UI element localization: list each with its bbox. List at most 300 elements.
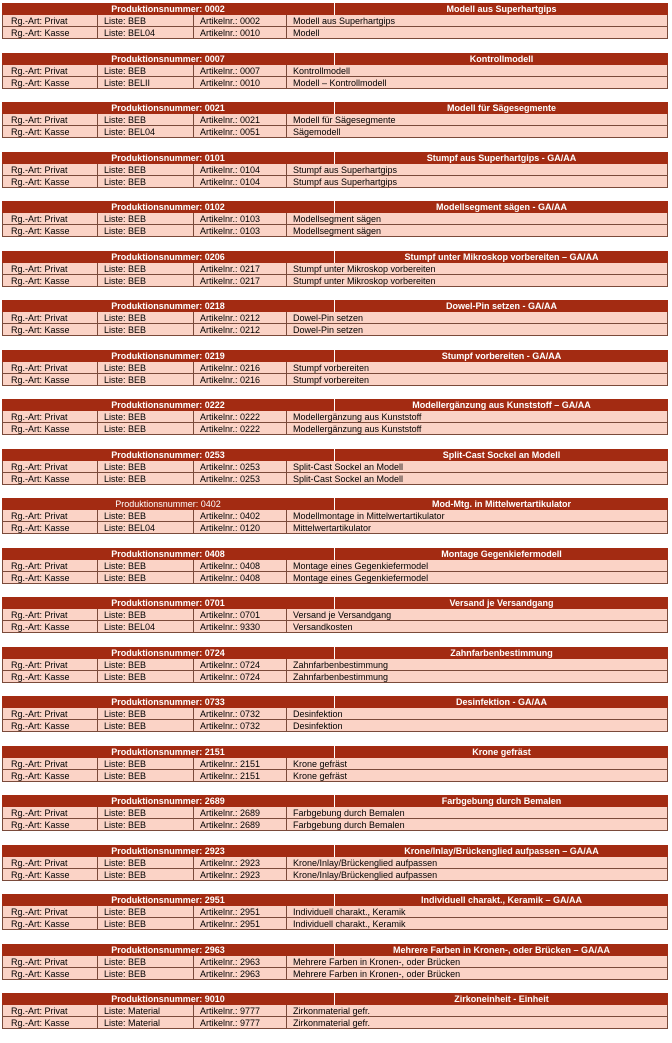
beschreibung-cell: Modell – Kontrollmodell (286, 77, 668, 88)
block-spacer (2, 188, 668, 202)
production-block (2, 152, 668, 202)
rechnungsart-cell: Rg.-Art: Kasse (2, 423, 97, 434)
production-number: Produktionsnummer: 2951 (2, 894, 335, 906)
artikelnummer-cell: Artikelnr.: 0051 (193, 126, 286, 137)
table-row (2, 126, 668, 138)
artikelnummer-cell: Artikelnr.: 2689 (193, 819, 286, 830)
block-title: Mehrere Farben in Kronen-, oder Brücken – GA/AA (392, 944, 611, 955)
rechnungsart-cell: Rg.-Art: Kasse (2, 621, 97, 632)
production-block (2, 3, 668, 53)
artikelnummer-cell: Artikelnr.: 0217 (193, 263, 286, 274)
artikelnummer-cell: Artikelnr.: 2923 (193, 857, 286, 868)
liste-cell: Liste: BEB (97, 572, 193, 583)
table-row (2, 324, 668, 336)
production-block (2, 498, 668, 548)
liste-cell: Liste: BEB (97, 560, 193, 571)
rechnungsart-cell: Rg.-Art: Kasse (2, 374, 97, 385)
rechnungsart-cell: Rg.-Art: Kasse (2, 324, 97, 335)
rechnungsart-cell: Rg.-Art: Privat (2, 1005, 97, 1016)
beschreibung-cell: Modellsegment sägen (286, 213, 668, 224)
rechnungsart-cell: Rg.-Art: Kasse (2, 720, 97, 731)
block-header (2, 350, 668, 362)
production-block (2, 845, 668, 895)
table-row (2, 572, 668, 584)
beschreibung-cell: Krone/Inlay/Brückenglied aufpassen (286, 869, 668, 880)
rechnungsart-cell: Rg.-Art: Kasse (2, 126, 97, 137)
production-number-value: 0002 (204, 4, 225, 14)
liste-cell: Liste: BEB (97, 906, 193, 917)
production-number-value: 0007 (204, 53, 225, 64)
block-spacer (2, 930, 668, 944)
beschreibung-cell: Krone gefräst (286, 770, 668, 781)
artikelnummer-cell: Artikelnr.: 2963 (193, 956, 286, 967)
rechnungsart-cell: Rg.-Art: Privat (2, 609, 97, 620)
liste-cell: Liste: BEB (97, 164, 193, 175)
block-title: Individuell charakt., Keramik – GA/AA (420, 895, 583, 905)
production-block (2, 597, 668, 647)
table-row (2, 423, 668, 435)
table-row (2, 758, 668, 770)
production-number-value: 0102 (204, 202, 225, 212)
block-header (2, 548, 668, 560)
beschreibung-cell: Modell aus Superhartgips (286, 15, 668, 26)
rechnungsart-cell: Rg.-Art: Privat (2, 659, 97, 670)
artikelnummer-cell: Artikelnr.: 9330 (193, 621, 286, 632)
block-title: Modell aus Superhartgips (446, 4, 557, 14)
production-number: Produktionsnummer: 0408 (2, 548, 335, 560)
production-block (2, 399, 668, 449)
block-title: Montage Gegenkiefermodell (441, 548, 562, 559)
production-number: Produktionsnummer: 0021 (2, 102, 335, 114)
production-number-value: 2923 (204, 845, 225, 856)
liste-cell: Liste: BEB (97, 968, 193, 979)
rechnungsart-cell: Rg.-Art: Kasse (2, 968, 97, 979)
beschreibung-cell: Zahnfarbenbestimmung (286, 671, 668, 682)
block-header (2, 845, 668, 857)
production-number-value: 0101 (204, 152, 225, 163)
rechnungsart-cell: Rg.-Art: Kasse (2, 225, 97, 236)
block-title: Mod-Mtg. in Mittelwertartikulator (432, 499, 571, 509)
liste-cell: Liste: BEB (97, 374, 193, 385)
block-spacer (2, 831, 668, 845)
table-row (2, 510, 668, 522)
production-number-value: 0222 (204, 400, 225, 410)
block-title: Krone gefräst (472, 746, 531, 757)
block-header (2, 696, 668, 708)
artikelnummer-cell: Artikelnr.: 2151 (193, 758, 286, 769)
beschreibung-cell: Modellergänzung aus Kunststoff (286, 423, 668, 434)
artikelnummer-cell: Artikelnr.: 2689 (193, 807, 286, 818)
liste-cell: Liste: BEL04 (97, 126, 193, 137)
table-row (2, 312, 668, 324)
block-title: Kontrollmodell (469, 53, 534, 64)
artikelnummer-cell: Artikelnr.: 2951 (193, 918, 286, 929)
artikelnummer-cell: Artikelnr.: 0002 (193, 15, 286, 26)
liste-cell: Liste: BEB (97, 362, 193, 373)
production-block (2, 795, 668, 845)
artikelnummer-cell: Artikelnr.: 0010 (193, 77, 286, 88)
block-title: Stumpf vorbereiten - GA/AA (441, 350, 562, 361)
block-header (2, 993, 668, 1005)
liste-cell: Liste: BEB (97, 213, 193, 224)
beschreibung-cell: Modellmontage in Mittelwertartikulator (286, 510, 668, 521)
block-title: Desinfektion - GA/AA (455, 697, 547, 707)
block-spacer (2, 732, 668, 746)
artikelnummer-cell: Artikelnr.: 0104 (193, 164, 286, 175)
production-number-value: 2689 (204, 796, 225, 806)
block-title: Versand je Versandgang (449, 598, 554, 608)
production-block (2, 548, 668, 598)
table-row (2, 659, 668, 671)
block-header (2, 597, 668, 609)
beschreibung-cell: Split-Cast Sockel an Modell (286, 473, 668, 484)
production-number-value: 0701 (204, 598, 225, 608)
liste-cell: Liste: BEB (97, 918, 193, 929)
production-number: Produktionsnummer: 0101 (2, 152, 335, 164)
liste-cell: Liste: BEB (97, 114, 193, 125)
artikelnummer-cell: Artikelnr.: 0732 (193, 720, 286, 731)
table-row (2, 857, 668, 869)
block-spacer (2, 881, 668, 895)
production-number: Produktionsnummer: 9010 (2, 993, 335, 1005)
production-number-value: 9010 (204, 994, 225, 1004)
block-header (2, 795, 668, 807)
block-title: Stumpf unter Mikroskop vorbereiten – GA/AA (404, 251, 599, 262)
beschreibung-cell: Dowel-Pin setzen (286, 312, 668, 323)
table-row (2, 27, 668, 39)
block-title: Farbgebung durch Bemalen (441, 796, 562, 806)
rechnungsart-cell: Rg.-Art: Kasse (2, 522, 97, 533)
block-spacer (2, 485, 668, 499)
rechnungsart-cell: Rg.-Art: Privat (2, 510, 97, 521)
artikelnummer-cell: Artikelnr.: 0103 (193, 213, 286, 224)
liste-cell: Liste: BEB (97, 869, 193, 880)
rechnungsart-cell: Rg.-Art: Kasse (2, 473, 97, 484)
rechnungsart-cell: Rg.-Art: Kasse (2, 1017, 97, 1028)
production-number-value: 0402 (200, 499, 221, 509)
block-header (2, 647, 668, 659)
table-row (2, 621, 668, 633)
production-number: Produktionsnummer: 2923 (2, 845, 335, 857)
block-header (2, 251, 668, 263)
table-row (2, 1005, 668, 1017)
beschreibung-cell: Modell für Sägesegmente (286, 114, 668, 125)
block-spacer (2, 683, 668, 697)
production-number: Produktionsnummer: 0002 (2, 3, 335, 15)
beschreibung-cell: Mittelwertartikulator (286, 522, 668, 533)
beschreibung-cell: Mehrere Farben in Kronen-, oder Brücken (286, 956, 668, 967)
table-row (2, 819, 668, 831)
rechnungsart-cell: Rg.-Art: Privat (2, 263, 97, 274)
block-header (2, 746, 668, 758)
artikelnummer-cell: Artikelnr.: 0724 (193, 671, 286, 682)
table-row (2, 176, 668, 188)
rechnungsart-cell: Rg.-Art: Kasse (2, 275, 97, 286)
rechnungsart-cell: Rg.-Art: Kasse (2, 572, 97, 583)
beschreibung-cell: Farbgebung durch Bemalen (286, 819, 668, 830)
rechnungsart-cell: Rg.-Art: Privat (2, 411, 97, 422)
liste-cell: Liste: BEB (97, 770, 193, 781)
rechnungsart-cell: Rg.-Art: Kasse (2, 176, 97, 187)
block-header (2, 449, 668, 461)
beschreibung-cell: Split-Cast Sockel an Modell (286, 461, 668, 472)
beschreibung-cell: Individuell charakt., Keramik (286, 906, 668, 917)
block-spacer (2, 980, 668, 994)
artikelnummer-cell: Artikelnr.: 0120 (193, 522, 286, 533)
liste-cell: Liste: BEB (97, 807, 193, 818)
beschreibung-cell: Desinfektion (286, 708, 668, 719)
beschreibung-cell: Modellergänzung aus Kunststoff (286, 411, 668, 422)
artikelnummer-cell: Artikelnr.: 0408 (193, 572, 286, 583)
table-row (2, 114, 668, 126)
rechnungsart-cell: Rg.-Art: Kasse (2, 671, 97, 682)
table-row (2, 869, 668, 881)
beschreibung-cell: Zirkonmaterial gefr. (286, 1005, 668, 1016)
production-number: Produktionsnummer: 0402 (2, 498, 335, 510)
production-number-value: 0724 (204, 647, 225, 658)
beschreibung-cell: Krone/Inlay/Brückenglied aufpassen (286, 857, 668, 868)
rechnungsart-cell: Rg.-Art: Privat (2, 758, 97, 769)
block-header (2, 300, 668, 312)
beschreibung-cell: Desinfektion (286, 720, 668, 731)
rechnungsart-cell: Rg.-Art: Privat (2, 906, 97, 917)
production-number: Produktionsnummer: 0222 (2, 399, 335, 411)
artikelnummer-cell: Artikelnr.: 2963 (193, 968, 286, 979)
table-row (2, 263, 668, 275)
production-number: Produktionsnummer: 2963 (2, 944, 335, 956)
artikelnummer-cell: Artikelnr.: 0007 (193, 65, 286, 76)
production-number-value: 2151 (204, 746, 225, 757)
artikelnummer-cell: Artikelnr.: 0253 (193, 461, 286, 472)
liste-cell: Liste: BEB (97, 671, 193, 682)
liste-cell: Liste: BEB (97, 473, 193, 484)
artikelnummer-cell: Artikelnr.: 0103 (193, 225, 286, 236)
production-number: Produktionsnummer: 0724 (2, 647, 335, 659)
production-number: Produktionsnummer: 0218 (2, 300, 335, 312)
beschreibung-cell: Modellsegment sägen (286, 225, 668, 236)
block-spacer (2, 584, 668, 598)
block-title: Zahnfarbenbestimmung (450, 647, 553, 658)
production-number: Produktionsnummer: 0701 (2, 597, 335, 609)
liste-cell: Liste: BEB (97, 857, 193, 868)
production-number: Produktionsnummer: 0253 (2, 449, 335, 461)
liste-cell: Liste: BEB (97, 275, 193, 286)
block-title: Krone/Inlay/Brückenglied aufpassen – GA/AA (404, 845, 599, 856)
liste-cell: Liste: BEB (97, 609, 193, 620)
block-title: Modellsegment sägen - GA/AA (435, 202, 568, 212)
block-header (2, 399, 668, 411)
production-number-value: 0408 (204, 548, 225, 559)
production-number-value: 2963 (204, 944, 225, 955)
liste-cell: Liste: BEL04 (97, 621, 193, 632)
rechnungsart-cell: Rg.-Art: Privat (2, 312, 97, 323)
production-number: Produktionsnummer: 0219 (2, 350, 335, 362)
liste-cell: Liste: BEB (97, 312, 193, 323)
beschreibung-cell: Krone gefräst (286, 758, 668, 769)
rechnungsart-cell: Rg.-Art: Privat (2, 15, 97, 26)
liste-cell: Liste: BEB (97, 720, 193, 731)
artikelnummer-cell: Artikelnr.: 0212 (193, 324, 286, 335)
production-number-value: 2951 (204, 895, 225, 905)
production-block (2, 746, 668, 796)
table-row (2, 918, 668, 930)
table-row (2, 560, 668, 572)
rechnungsart-cell: Rg.-Art: Kasse (2, 918, 97, 929)
liste-cell: Liste: BEB (97, 225, 193, 236)
artikelnummer-cell: Artikelnr.: 0253 (193, 473, 286, 484)
table-row (2, 473, 668, 485)
production-block (2, 53, 668, 103)
rechnungsart-cell: Rg.-Art: Kasse (2, 77, 97, 88)
rechnungsart-cell: Rg.-Art: Privat (2, 65, 97, 76)
artikelnummer-cell: Artikelnr.: 2923 (193, 869, 286, 880)
rechnungsart-cell: Rg.-Art: Privat (2, 461, 97, 472)
beschreibung-cell: Stumpf aus Superhartgips (286, 176, 668, 187)
block-spacer (2, 287, 668, 301)
beschreibung-cell: Sägemodell (286, 126, 668, 137)
table-row (2, 65, 668, 77)
block-spacer (2, 633, 668, 647)
table-row (2, 275, 668, 287)
production-block (2, 201, 668, 251)
liste-cell: Liste: BEB (97, 956, 193, 967)
liste-cell: Liste: BEB (97, 758, 193, 769)
block-title: Modell für Sägesegmente (446, 103, 557, 113)
production-number: Produktionsnummer: 0102 (2, 201, 335, 213)
production-block (2, 350, 668, 400)
block-header (2, 53, 668, 65)
block-title: Dowel-Pin setzen - GA/AA (445, 301, 557, 311)
block-spacer (2, 89, 668, 103)
production-number-value: 0219 (204, 350, 225, 361)
liste-cell: Liste: Material (97, 1005, 193, 1016)
rechnungsart-cell: Rg.-Art: Kasse (2, 819, 97, 830)
table-row (2, 609, 668, 621)
artikelnummer-cell: Artikelnr.: 2951 (193, 906, 286, 917)
table-row (2, 461, 668, 473)
table-row (2, 411, 668, 423)
liste-cell: Liste: BEB (97, 15, 193, 26)
table-row (2, 15, 668, 27)
production-number: Produktionsnummer: 2689 (2, 795, 335, 807)
table-row (2, 906, 668, 918)
document (2, 3, 668, 1043)
block-title: Modellergänzung aus Kunststoff – GA/AA (412, 400, 591, 410)
liste-cell: Liste: BELII (97, 77, 193, 88)
rechnungsart-cell: Rg.-Art: Privat (2, 213, 97, 224)
liste-cell: Liste: BEB (97, 176, 193, 187)
table-row (2, 164, 668, 176)
rechnungsart-cell: Rg.-Art: Privat (2, 114, 97, 125)
production-block (2, 894, 668, 944)
block-spacer (2, 435, 668, 449)
rechnungsart-cell: Rg.-Art: Privat (2, 560, 97, 571)
liste-cell: Liste: BEB (97, 708, 193, 719)
production-number: Produktionsnummer: 2151 (2, 746, 335, 758)
production-number: Produktionsnummer: 0007 (2, 53, 335, 65)
liste-cell: Liste: BEB (97, 461, 193, 472)
block-title: Zirkoneinheit - Einheit (454, 994, 549, 1004)
artikelnummer-cell: Artikelnr.: 0021 (193, 114, 286, 125)
block-title: Split-Cast Sockel an Modell (442, 449, 561, 460)
table-row (2, 374, 668, 386)
production-block (2, 102, 668, 152)
liste-cell: Liste: BEL04 (97, 522, 193, 533)
liste-cell: Liste: BEB (97, 324, 193, 335)
rechnungsart-cell: Rg.-Art: Privat (2, 857, 97, 868)
production-number-value: 0253 (204, 449, 225, 460)
rechnungsart-cell: Rg.-Art: Kasse (2, 770, 97, 781)
beschreibung-cell: Individuell charakt., Keramik (286, 918, 668, 929)
beschreibung-cell: Dowel-Pin setzen (286, 324, 668, 335)
beschreibung-cell: Zirkonmaterial gefr. (286, 1017, 668, 1028)
artikelnummer-cell: Artikelnr.: 0408 (193, 560, 286, 571)
beschreibung-cell: Versand je Versandgang (286, 609, 668, 620)
block-spacer (2, 138, 668, 152)
artikelnummer-cell: Artikelnr.: 2151 (193, 770, 286, 781)
table-row (2, 807, 668, 819)
production-block (2, 696, 668, 746)
beschreibung-cell: Montage eines Gegenkiefermodel (286, 560, 668, 571)
beschreibung-cell: Stumpf unter Mikroskop vorbereiten (286, 275, 668, 286)
production-block (2, 449, 668, 499)
liste-cell: Liste: BEB (97, 423, 193, 434)
table-row (2, 213, 668, 225)
table-row (2, 362, 668, 374)
production-block (2, 647, 668, 697)
artikelnummer-cell: Artikelnr.: 9777 (193, 1017, 286, 1028)
artikelnummer-cell: Artikelnr.: 0104 (193, 176, 286, 187)
rechnungsart-cell: Rg.-Art: Privat (2, 362, 97, 373)
beschreibung-cell: Montage eines Gegenkiefermodel (286, 572, 668, 583)
table-row (2, 708, 668, 720)
artikelnummer-cell: Artikelnr.: 0701 (193, 609, 286, 620)
beschreibung-cell: Kontrollmodell (286, 65, 668, 76)
beschreibung-cell: Stumpf vorbereiten (286, 362, 668, 373)
artikelnummer-cell: Artikelnr.: 0216 (193, 374, 286, 385)
block-spacer (2, 534, 668, 548)
block-header (2, 102, 668, 114)
artikelnummer-cell: Artikelnr.: 0217 (193, 275, 286, 286)
table-row (2, 225, 668, 237)
rechnungsart-cell: Rg.-Art: Kasse (2, 27, 97, 38)
liste-cell: Liste: BEB (97, 263, 193, 274)
artikelnummer-cell: Artikelnr.: 0216 (193, 362, 286, 373)
block-spacer (2, 386, 668, 400)
block-spacer (2, 782, 668, 796)
artikelnummer-cell: Artikelnr.: 0222 (193, 423, 286, 434)
production-number: Produktionsnummer: 0733 (2, 696, 335, 708)
table-row (2, 720, 668, 732)
beschreibung-cell: Mehrere Farben in Kronen-, oder Brücken (286, 968, 668, 979)
block-header (2, 152, 668, 164)
table-row (2, 1017, 668, 1029)
artikelnummer-cell: Artikelnr.: 0222 (193, 411, 286, 422)
liste-cell: Liste: BEB (97, 819, 193, 830)
artikelnummer-cell: Artikelnr.: 0732 (193, 708, 286, 719)
table-row (2, 956, 668, 968)
production-block (2, 944, 668, 994)
production-number-value: 0733 (204, 697, 225, 707)
beschreibung-cell: Modell (286, 27, 668, 38)
block-spacer (2, 336, 668, 350)
table-row (2, 968, 668, 980)
liste-cell: Liste: BEB (97, 411, 193, 422)
table-row (2, 77, 668, 89)
beschreibung-cell: Stumpf unter Mikroskop vorbereiten (286, 263, 668, 274)
table-row (2, 671, 668, 683)
rechnungsart-cell: Rg.-Art: Privat (2, 164, 97, 175)
